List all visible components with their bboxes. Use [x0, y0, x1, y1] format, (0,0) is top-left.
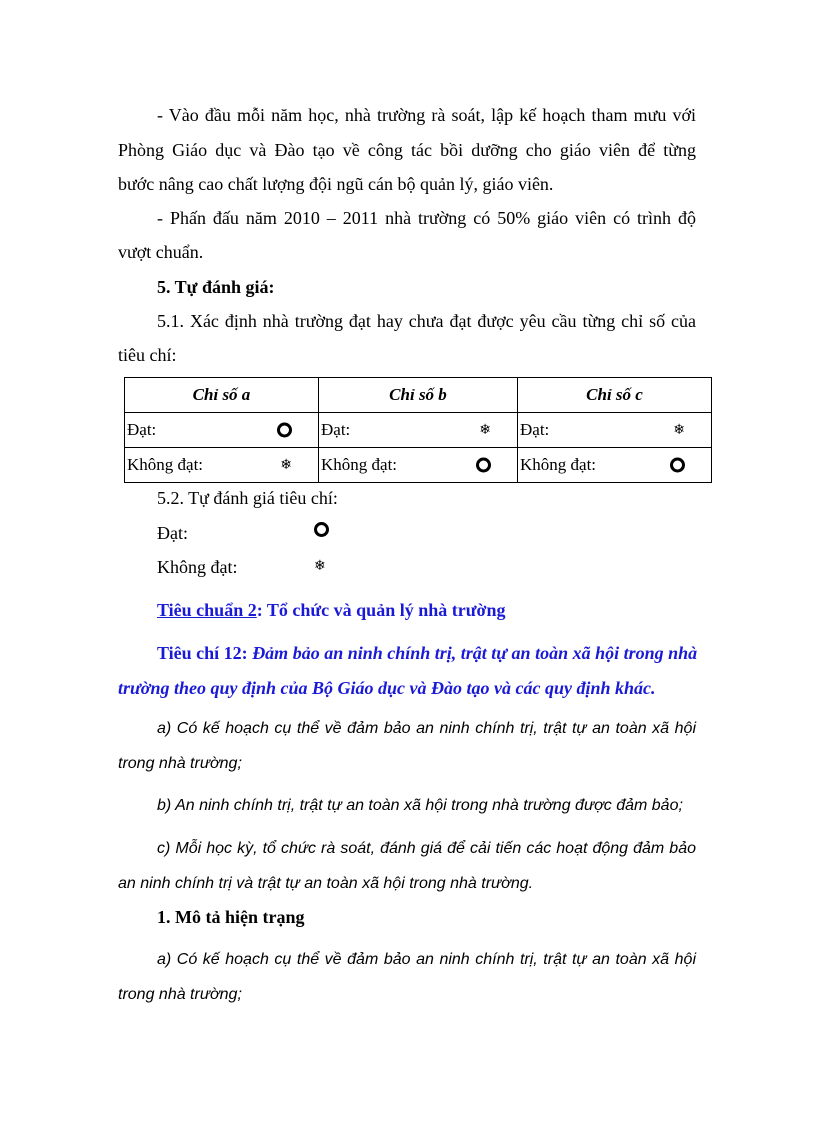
table-row	[125, 413, 712, 448]
pass-label: Đạt:	[520, 420, 550, 439]
snowflake-icon: ❄	[673, 422, 685, 438]
table-header: Chỉ số c	[518, 378, 712, 413]
criterion-heading	[157, 642, 697, 664]
paragraph-line: 5.2. Tự đánh giá tiêu chí:	[157, 488, 338, 508]
paragraph-line: 5.1. Xác định nhà trường đạt hay chưa đạt được yêu cầu từng chỉ số của	[157, 311, 696, 331]
pass-label: Đạt:	[321, 420, 351, 439]
criteria-table	[124, 377, 712, 483]
fail-label: Không đạt:	[321, 455, 398, 474]
fail-label: Không đạt:	[157, 557, 238, 577]
requirement-line: b) An ninh chính trị, trật tự an toàn xã hội trong nhà trường được đảm bảo;	[157, 797, 683, 814]
standard-label: Tiêu chuẩn 2	[157, 600, 257, 620]
ring-icon	[314, 522, 329, 537]
table-row	[125, 448, 712, 483]
ring-icon	[277, 423, 292, 438]
description-line: trong nhà trường;	[118, 986, 242, 1003]
snowflake-icon: ❄	[479, 422, 491, 438]
table-header: Chỉ số a	[125, 378, 319, 413]
snowflake-icon: ❄	[314, 558, 326, 574]
table-cell	[319, 413, 518, 448]
pass-label: Đạt:	[127, 420, 157, 439]
requirement-line: an ninh chính trị và trật tự an toàn xã hội trong nhà trường.	[118, 875, 534, 892]
table-cell	[125, 448, 319, 483]
description-line: a) Có kế hoạch cụ thể về đảm bảo an ninh chính trị, trật tự an toàn xã hội	[157, 951, 696, 968]
ring-icon	[670, 458, 685, 473]
paragraph-line: - Phấn đấu năm 2010 – 2011 nhà trường có 50% giáo viên có trình độ	[157, 208, 696, 228]
paragraph-line: - Vào đầu mỗi năm học, nhà trường rà soát, lập kế hoạch tham mưu với	[157, 105, 696, 125]
table-header-row	[125, 378, 712, 413]
requirement-line: c) Mỗi học kỳ, tổ chức rà soát, đánh giá để cải tiến các hoạt động đảm bảo	[157, 840, 696, 857]
snowflake-icon: ❄	[280, 457, 292, 473]
table-cell	[518, 448, 712, 483]
table-cell	[125, 413, 319, 448]
fail-label: Không đạt:	[520, 455, 597, 474]
ring-icon	[476, 458, 491, 473]
criterion-title-line: trường theo quy định của Bộ Giáo dục và Đào tạo và các quy định khác.	[118, 678, 656, 698]
table-cell	[518, 413, 712, 448]
table-header: Chỉ số b	[319, 378, 518, 413]
criterion-title: Đảm bảo an ninh chính trị, trật tự an toàn xã hội trong nhà	[252, 643, 698, 663]
paragraph-line: bước nâng cao chất lượng đội ngũ cán bộ quản lý, giáo viên.	[118, 174, 554, 194]
fail-label: Không đạt:	[127, 455, 204, 474]
description-heading: 1. Mô tả hiện trạng	[157, 907, 305, 927]
table-cell	[319, 448, 518, 483]
standard-heading	[157, 599, 506, 621]
requirement-line: a) Có kế hoạch cụ thể về đảm bảo an ninh chính trị, trật tự an toàn xã hội	[157, 720, 696, 737]
paragraph-line: tiêu chí:	[118, 345, 177, 365]
criterion-label: Tiêu chí 12:	[157, 643, 253, 663]
paragraph-line: vượt chuẩn.	[118, 242, 204, 262]
standard-title: : Tổ chức và quản lý nhà trường	[256, 600, 506, 620]
pass-label: Đạt:	[157, 523, 188, 543]
section-heading: 5. Tự đánh giá:	[157, 277, 275, 297]
paragraph-line: Phòng Giáo dục và Đào tạo về công tác bồi dưỡng cho giáo viên để từng	[118, 140, 696, 160]
requirement-line: trong nhà trường;	[118, 755, 242, 772]
